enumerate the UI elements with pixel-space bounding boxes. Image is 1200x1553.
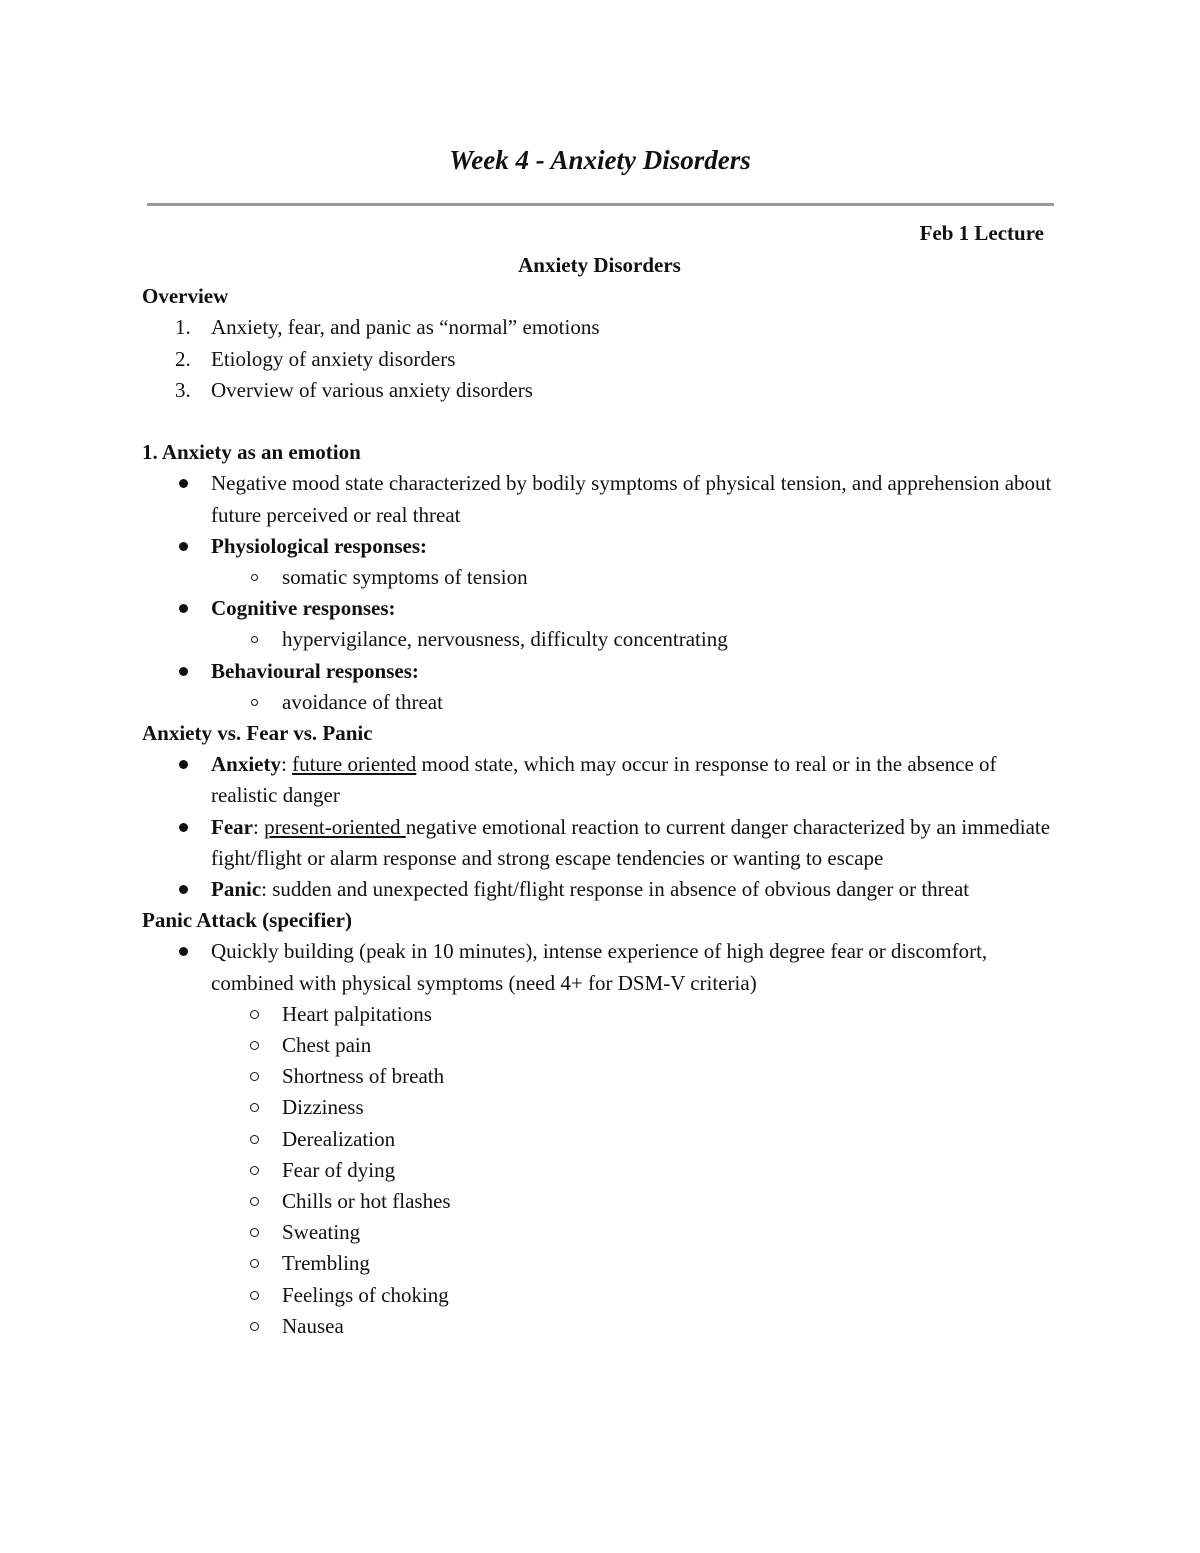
hollow-bullet-icon: [250, 1322, 259, 1331]
sub-item-text: hypervigilance, nervousness, difficulty concentrating: [282, 627, 728, 652]
list-item: [142, 531, 1057, 562]
symptom-item: [142, 1280, 1057, 1311]
sub-list-item: [142, 562, 1057, 593]
bullet-icon: [179, 604, 188, 613]
panic-attack-list: [142, 936, 1057, 1342]
symptom-item: [142, 1092, 1057, 1123]
list-item: [142, 749, 1057, 811]
list-item: [142, 593, 1057, 624]
hollow-bullet-icon: [251, 699, 258, 706]
symptom-item: [142, 1030, 1057, 1061]
term-definition: mood state, which may occur in response to real or in the absence of realistic danger: [211, 752, 997, 808]
term-definition: : sudden and unexpected fight/flight response in absence of obvious danger or threat: [261, 877, 970, 902]
hollow-bullet-icon: [250, 1166, 259, 1175]
overview-list: [142, 312, 1057, 406]
symptom-text: Feelings of choking: [282, 1282, 449, 1307]
symptom-text: Trembling: [282, 1251, 370, 1276]
symptom-text: Shortness of breath: [282, 1064, 445, 1089]
term-fear: Fear: [211, 814, 253, 839]
sub-list-item: [142, 624, 1057, 655]
term-separator: :: [252, 814, 265, 839]
sub-item-text: somatic symptoms of tension: [282, 565, 528, 590]
list-item: [142, 936, 1057, 998]
bullet-icon: [179, 885, 188, 894]
symptom-item: [142, 1311, 1057, 1342]
list-item-text: Overview of various anxiety disorders: [211, 377, 533, 402]
list-item: [142, 656, 1057, 687]
spacer: [142, 406, 1057, 437]
bullet-icon: [179, 947, 188, 956]
symptom-item: [142, 1124, 1057, 1155]
hollow-bullet-icon: [250, 1135, 259, 1144]
list-number: 3.: [175, 377, 191, 402]
symptom-text: Chest pain: [282, 1033, 372, 1058]
hollow-bullet-icon: [250, 1291, 259, 1300]
underlined-phrase: future oriented: [292, 752, 417, 777]
underlined-phrase: present-oriented: [264, 814, 406, 839]
list-item: [142, 344, 1057, 375]
hollow-bullet-icon: [250, 1041, 259, 1050]
symptom-text: Chills or hot flashes: [282, 1189, 451, 1214]
lecture-date: Feb 1 Lecture: [919, 221, 1044, 245]
list-item: [142, 812, 1057, 874]
panic-attack-description: Quickly building (peak in 10 minutes), intense experience of high degree fear or discomfort, combined with physical symptoms (need 4+ for DSM-V criteria): [211, 939, 988, 995]
list-number: 1.: [175, 315, 191, 340]
hollow-bullet-icon: [250, 1072, 259, 1081]
list-item-text: Etiology of anxiety disorders: [211, 346, 456, 371]
definition-text: Negative mood state characterized by bodily symptoms of physical tension, and apprehension about future perceived or real threat: [211, 471, 1052, 527]
list-item: [142, 312, 1057, 343]
hollow-bullet-icon: [250, 1197, 259, 1206]
symptom-text: Heart palpitations: [282, 1001, 432, 1026]
list-item: [142, 874, 1057, 905]
physiological-label: Physiological responses:: [211, 533, 428, 558]
cognitive-label: Cognitive responses:: [211, 596, 396, 621]
term-panic: Panic: [211, 877, 262, 902]
list-item: [142, 375, 1057, 406]
sub-item-text: avoidance of threat: [282, 689, 443, 714]
term-separator: :: [281, 752, 293, 777]
symptom-item: [142, 1155, 1057, 1186]
symptom-item: [142, 999, 1057, 1030]
bullet-icon: [179, 479, 188, 488]
overview-heading: Overview: [142, 284, 229, 309]
list-item: [142, 468, 1057, 530]
panic-attack-heading: Panic Attack (specifier): [142, 908, 352, 933]
list-number: 2.: [175, 346, 191, 371]
lecture-subtitle: Anxiety Disorders: [518, 253, 681, 277]
section1-list: [142, 468, 1057, 718]
hollow-bullet-icon: [250, 1228, 259, 1237]
hollow-bullet-icon: [251, 574, 258, 581]
symptom-text: Sweating: [282, 1220, 361, 1245]
term-definition: negative emotional reaction to current danger characterized by an immediate fight/flight or alarm response and strong escape tendencies or wanting to escape: [211, 814, 1051, 870]
symptom-text: Derealization: [282, 1126, 396, 1151]
document-body: [142, 250, 1057, 1342]
bullet-icon: [179, 667, 188, 676]
behavioural-label: Behavioural responses:: [211, 658, 419, 683]
hollow-bullet-icon: [250, 1259, 259, 1268]
hollow-bullet-icon: [250, 1103, 259, 1112]
title-divider: [147, 203, 1054, 206]
document-title: Week 4 - Anxiety Disorders: [449, 145, 751, 175]
section1-heading: 1. Anxiety as an emotion: [142, 440, 361, 465]
bullet-icon: [179, 760, 188, 769]
hollow-bullet-icon: [250, 1010, 259, 1019]
comparison-list: [142, 749, 1057, 905]
symptom-text: Nausea: [282, 1313, 344, 1338]
bullet-icon: [179, 823, 188, 832]
bullet-icon: [179, 542, 188, 551]
list-item-text: Anxiety, fear, and panic as “normal” emotions: [211, 315, 600, 340]
symptom-item: [142, 1217, 1057, 1248]
symptom-item: [142, 1186, 1057, 1217]
sub-list-item: [142, 687, 1057, 718]
symptom-text: Fear of dying: [282, 1157, 396, 1182]
symptom-text: Dizziness: [282, 1095, 364, 1120]
term-anxiety: Anxiety: [211, 752, 281, 777]
symptom-item: [142, 1248, 1057, 1279]
symptom-item: [142, 1061, 1057, 1092]
hollow-bullet-icon: [251, 636, 258, 643]
comparison-heading: Anxiety vs. Fear vs. Panic: [142, 721, 373, 746]
